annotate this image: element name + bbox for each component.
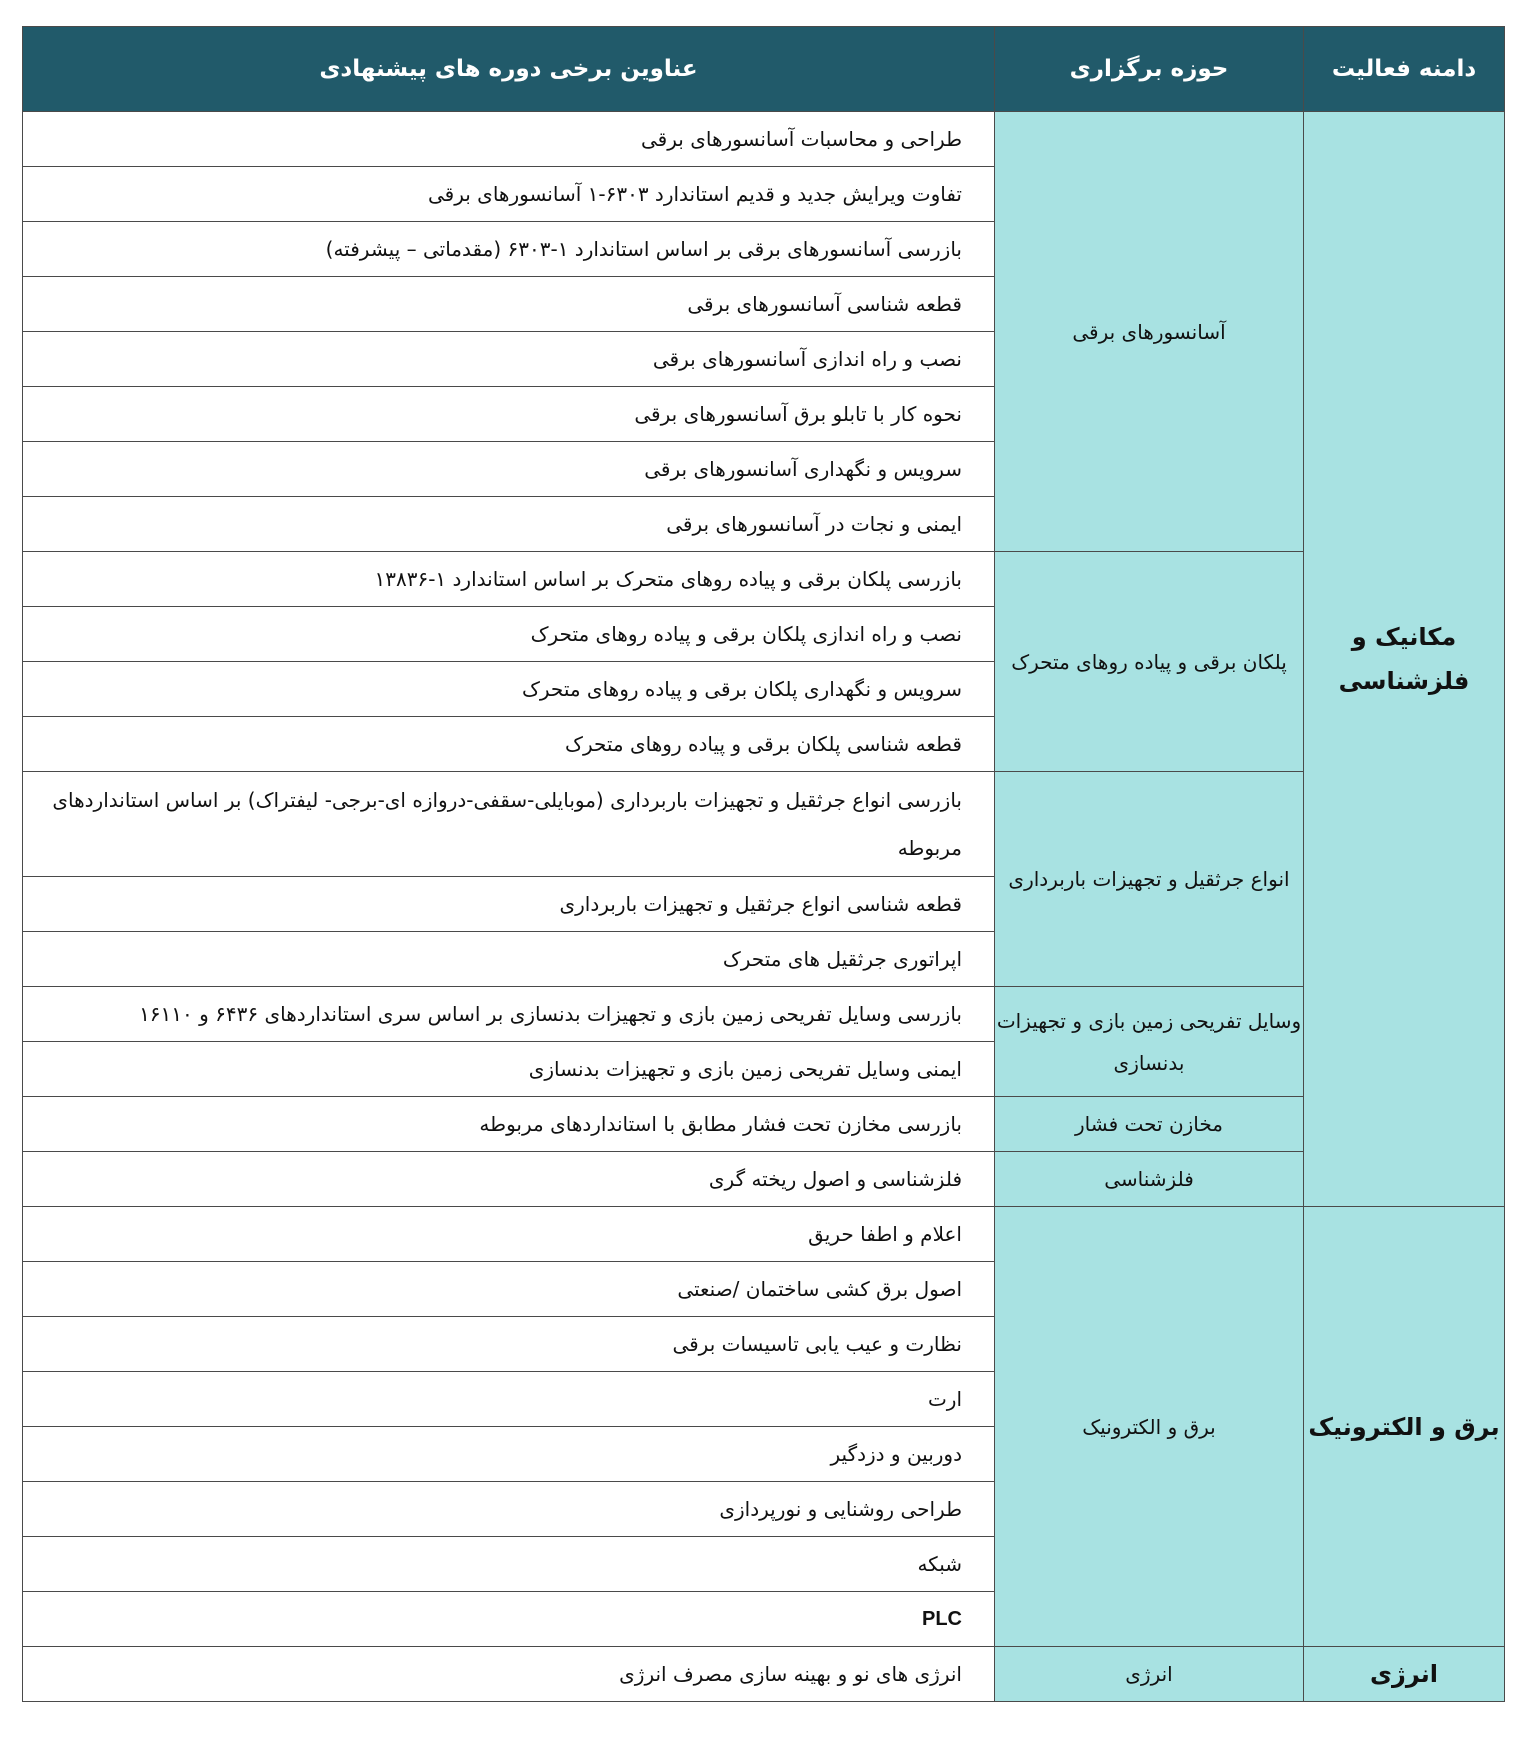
course-cell: اعلام و اطفا حریق: [23, 1207, 995, 1262]
course-cell: فلزشناسی و اصول ریخته گری: [23, 1152, 995, 1207]
course-cell: PLC: [23, 1592, 995, 1647]
course-cell: شبکه: [23, 1537, 995, 1592]
header-domain: دامنه فعالیت: [1304, 27, 1505, 112]
table-row: [23, 1152, 1505, 1207]
area-cell: آسانسورهای برقی: [995, 112, 1304, 552]
course-cell: ایمنی وسایل تفریحی زمین بازی و تجهیزات بدنسازی: [23, 1042, 995, 1097]
area-cell: برق و الکترونیک: [995, 1207, 1304, 1647]
table-row: [23, 987, 1505, 1042]
course-cell: نظارت و عیب یابی تاسیسات برقی: [23, 1317, 995, 1372]
course-cell: طراحی و محاسبات آسانسورهای برقی: [23, 112, 995, 167]
course-cell: نحوه کار با تابلو برق آسانسورهای برقی: [23, 387, 995, 442]
domain-cell: برق و الکترونیک: [1304, 1207, 1505, 1647]
course-cell: دوربین و دزدگیر: [23, 1427, 995, 1482]
table-header-row: [23, 27, 1505, 112]
area-cell: انواع جرثقیل و تجهیزات باربرداری: [995, 772, 1304, 987]
course-cell: نصب و راه اندازی پلکان برقی و پیاده روهای متحرک: [23, 607, 995, 662]
domain-cell: مکانیک و فلزشناسی: [1304, 112, 1505, 1207]
course-cell: تفاوت ویرایش جدید و قدیم استاندارد ۶۳۰۳-۱ آسانسورهای برقی: [23, 167, 995, 222]
course-cell: قطعه شناسی پلکان برقی و پیاده روهای متحرک: [23, 717, 995, 772]
table-row: [23, 1097, 1505, 1152]
area-cell: انرژی: [995, 1647, 1304, 1702]
course-cell: ارت: [23, 1372, 995, 1427]
area-cell: مخازن تحت فشار: [995, 1097, 1304, 1152]
table-row: [23, 112, 1505, 167]
course-cell: بازرسی پلکان برقی و پیاده روهای متحرک بر اساس استاندارد ۱-۱۳۸۳۶: [23, 552, 995, 607]
area-cell: وسایل تفریحی زمین بازی و تجهیزات بدنسازی: [995, 987, 1304, 1097]
table-row: [23, 552, 1505, 607]
course-cell: اصول برق کشی ساختمان /صنعتی: [23, 1262, 995, 1317]
courses-table: [22, 26, 1505, 1702]
courses-table-wrapper: [22, 26, 1504, 1702]
table-row: [23, 772, 1505, 877]
course-cell: بازرسی انواع جرثقیل و تجهیزات باربرداری (موبایلی-سقفی-دروازه ای-برجی- لیفتراک) بر اساس استانداردهای مربوطه: [23, 772, 995, 877]
course-cell: طراحی روشنایی و نورپردازی: [23, 1482, 995, 1537]
header-courses: عناوین برخی دوره های پیشنهادی: [23, 27, 995, 112]
course-cell: بازرسی مخازن تحت فشار مطابق با استانداردهای مربوطه: [23, 1097, 995, 1152]
course-cell: اپراتوری جرثقیل های متحرک: [23, 932, 995, 987]
course-cell: نصب و راه اندازی آسانسورهای برقی: [23, 332, 995, 387]
area-cell: پلکان برقی و پیاده روهای متحرک: [995, 552, 1304, 772]
table-row: [23, 1207, 1505, 1262]
area-cell: فلزشناسی: [995, 1152, 1304, 1207]
course-cell: سرویس و نگهداری آسانسورهای برقی: [23, 442, 995, 497]
course-cell: انرژی های نو و بهینه سازی مصرف انرژی: [23, 1647, 995, 1702]
course-cell: سرویس و نگهداری پلکان برقی و پیاده روهای متحرک: [23, 662, 995, 717]
course-cell: ایمنی و نجات در آسانسورهای برقی: [23, 497, 995, 552]
header-area: حوزه برگزاری: [995, 27, 1304, 112]
course-cell: بازرسی وسایل تفریحی زمین بازی و تجهیزات بدنسازی بر اساس سری استانداردهای ۶۴۳۶ و ۱۶۱۱۰: [23, 987, 995, 1042]
table-row: [23, 1647, 1505, 1702]
course-cell: بازرسی آسانسورهای برقی بر اساس استاندارد ۱-۶۳۰۳ (مقدماتی – پیشرفته): [23, 222, 995, 277]
course-cell: قطعه شناسی آسانسورهای برقی: [23, 277, 995, 332]
domain-cell: انرژی: [1304, 1647, 1505, 1702]
course-cell: قطعه شناسی انواع جرثقیل و تجهیزات باربرداری: [23, 877, 995, 932]
